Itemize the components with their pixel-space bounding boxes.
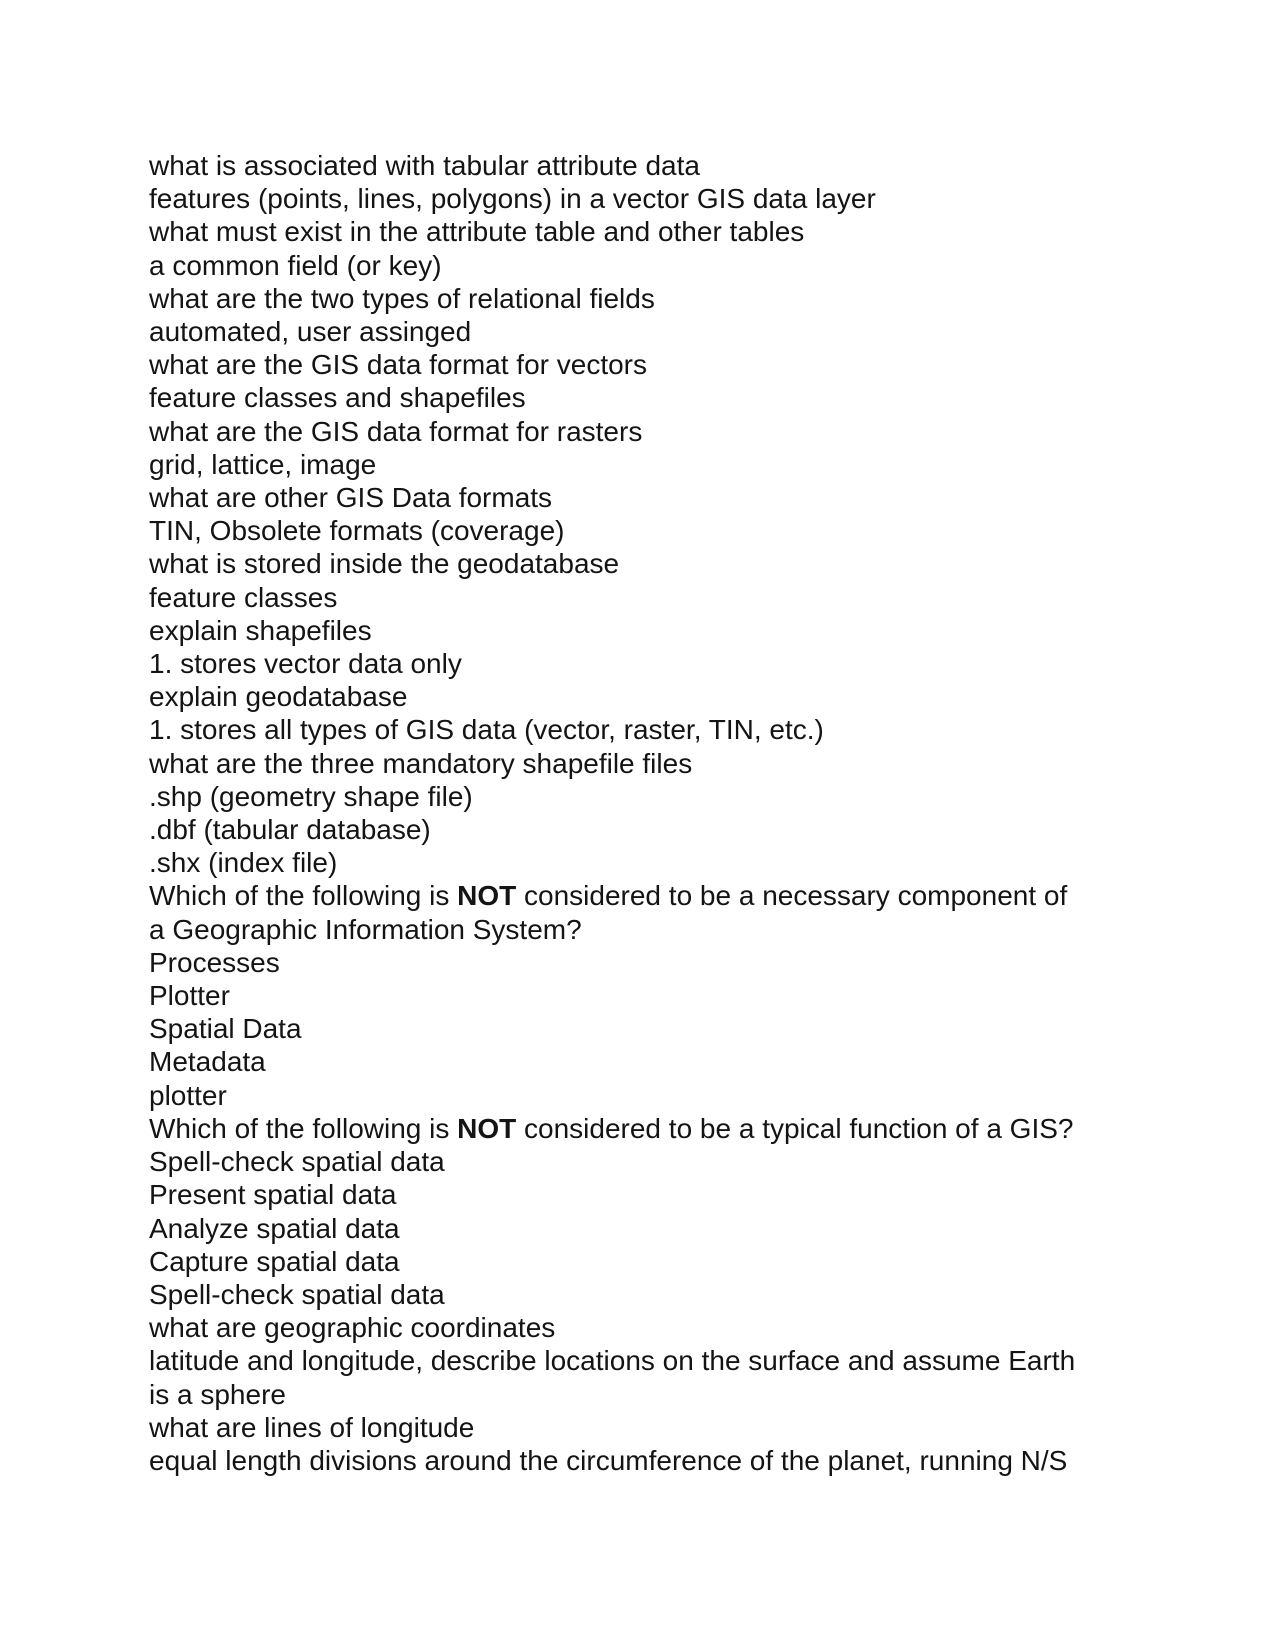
text-line: Analyze spatial data — [149, 1212, 400, 1244]
text-line: Spell-check spatial data — [149, 1278, 445, 1310]
question-typical-function — [149, 1112, 1129, 1145]
text-line: what are the three mandatory shapefile files — [149, 747, 693, 779]
question-text: considered to be a typical function of a GIS? — [516, 1112, 1074, 1144]
question-text: considered to be a necessary component of — [516, 880, 1068, 912]
text-line: feature classes and shapefiles — [149, 382, 526, 414]
text-line: what are geographic coordinates — [149, 1312, 556, 1344]
text-line: Plotter — [149, 980, 230, 1012]
text-line: Present spatial data — [149, 1179, 397, 1211]
text-line: what are the two types of relational fields — [149, 282, 655, 314]
text-line: what is associated with tabular attribute data — [149, 150, 700, 181]
question-text: Which of the following is — [149, 880, 458, 912]
question-continuation: a Geographic Information System? — [149, 913, 582, 945]
text-line: a common field (or key) — [149, 249, 442, 281]
text-line: plotter — [149, 1079, 227, 1111]
text-line: what is stored inside the geodatabase — [149, 548, 620, 580]
document-page — [149, 149, 1129, 1477]
text-line: what are the GIS data format for rasters — [149, 415, 643, 447]
text-line: what are the GIS data format for vectors — [149, 349, 647, 381]
text-line: .shp (geometry shape file) — [149, 780, 473, 812]
emphasis-not: NOT — [457, 880, 517, 912]
text-line: grid, lattice, image — [149, 448, 377, 480]
text-line: equal length divisions around the circumference of the planet, running N/S — [149, 1444, 1068, 1476]
text-line: what are lines of longitude — [149, 1411, 475, 1443]
text-line: features (points, lines, polygons) in a vector GIS data layer — [149, 183, 876, 215]
text-line: 1. stores all types of GIS data (vector, raster, TIN, etc.) — [149, 714, 824, 746]
text-line: what are other GIS Data formats — [149, 482, 553, 514]
text-line: Metadata — [149, 1046, 266, 1078]
text-line: .dbf (tabular database) — [149, 814, 431, 846]
question-text: Which of the following is — [149, 1112, 458, 1144]
text-line: Capture spatial data — [149, 1245, 400, 1277]
question-necessary-component — [149, 879, 1129, 912]
text-line: TIN, Obsolete formats (coverage) — [149, 515, 565, 547]
text-line: 1. stores vector data only — [149, 648, 462, 680]
text-line: is a sphere — [149, 1378, 286, 1410]
text-line: what must exist in the attribute table and other tables — [149, 216, 805, 248]
text-line: Processes — [149, 946, 280, 978]
text-line: explain shapefiles — [149, 614, 372, 646]
text-line: latitude and longitude, describe locations on the surface and assume Earth — [149, 1345, 1076, 1377]
text-line: .shx (index file) — [149, 847, 338, 879]
text-line: automated, user assinged — [149, 316, 472, 348]
text-line: Spatial Data — [149, 1013, 302, 1045]
text-line: feature classes — [149, 581, 338, 613]
text-line: explain geodatabase — [149, 681, 408, 713]
text-line: Spell-check spatial data — [149, 1146, 445, 1178]
emphasis-not: NOT — [457, 1112, 517, 1144]
